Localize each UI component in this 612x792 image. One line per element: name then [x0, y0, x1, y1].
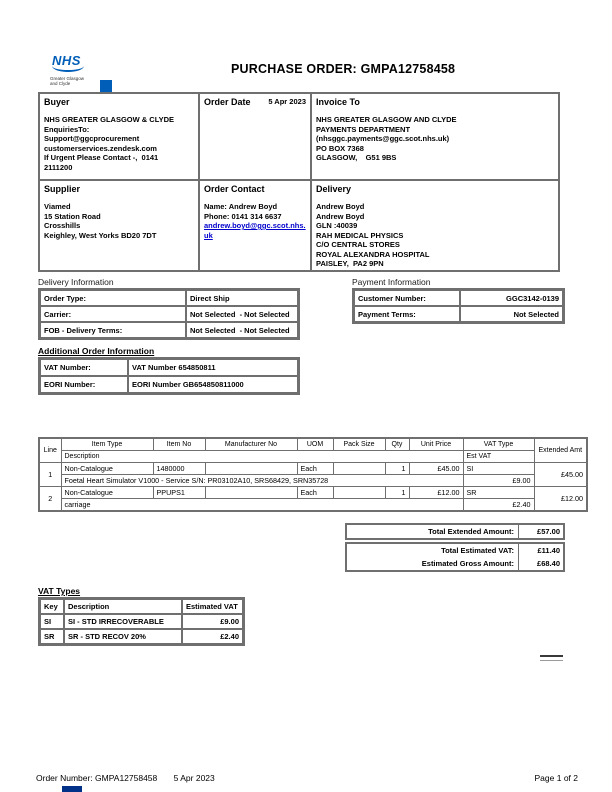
footer-order-number: Order Number: GMPA12758458 [36, 773, 158, 783]
row-label: Customer Number: [354, 290, 460, 306]
footer-blue-mark [62, 786, 82, 792]
col-header-est-vat: Est VAT [463, 450, 534, 462]
nhs-logo [48, 53, 120, 97]
address-line: Support@ggcprocurement [44, 134, 140, 143]
col-header-extended-amt: Extended Amt [534, 438, 587, 462]
scan-dash-artifact [540, 655, 563, 661]
row-label: Order Type: [40, 290, 186, 306]
nhs-org-name: Greater Glasgow and Clyde [50, 76, 85, 86]
delivery-box [311, 180, 559, 271]
address-line: PO BOX 7368 [316, 143, 364, 153]
address-line: PAISLEY, PA2 9PN [316, 259, 384, 268]
vat-types-table [38, 597, 245, 646]
item-no: PPUPS1 [153, 486, 205, 498]
item-uom: Each [297, 462, 333, 474]
total-extended-amount-box [345, 523, 565, 540]
address-line: NHS GREATER GLASGOW AND CLYDE [316, 115, 457, 124]
delivery-information-heading: Delivery Information [38, 277, 114, 287]
page-footer [36, 773, 578, 783]
item-type: Non-Catalogue [61, 486, 153, 498]
order-contact-box [199, 180, 311, 271]
item-extended-amt: £12.00 [534, 486, 587, 511]
address-line: PAYMENTS DEPARTMENT [316, 124, 411, 134]
order-contact-heading: Order Contact [204, 184, 265, 194]
col-header-qty: Qty [385, 438, 409, 450]
item-uom: Each [297, 486, 333, 498]
contact-name: Name: Andrew Boyd [204, 202, 278, 211]
col-header-manufacturer-no: Manufacturer No [205, 438, 297, 450]
delivery-information-table [38, 288, 300, 340]
vat-key: SR [40, 629, 64, 644]
address-line: RAH MEDICAL PHYSICS [316, 230, 404, 240]
additional-order-information-heading: Additional Order Information [38, 346, 155, 356]
col-header-uom: UOM [297, 438, 333, 450]
item-description-row [39, 498, 587, 511]
row-value: Direct Ship [186, 290, 298, 306]
vat-amount: £2.40 [182, 629, 243, 644]
item-pack-size [333, 462, 385, 474]
total-label: Total Estimated VAT: [347, 544, 519, 557]
total-value: £68.40 [537, 559, 560, 568]
vat-col-header-description: Description [64, 599, 182, 614]
row-value: VAT Number 654850811 [128, 359, 298, 376]
address-line: 2111200 [44, 162, 73, 172]
parties-grid [38, 92, 560, 272]
order-date-label: Order Date [204, 97, 251, 107]
nhs-logo-text: NHS [52, 53, 81, 68]
row-value: GGC3142-0139 [460, 290, 563, 306]
invoice-to-heading: Invoice To [316, 97, 360, 107]
item-description: Foetal Heart Simulator V1000 - Service S/N: PR03102A10, SRS68429, SRN35728 [61, 474, 463, 486]
col-header-description: Description [61, 450, 463, 462]
row-value: EORI Number GB654850811000 [128, 376, 298, 393]
row-label: Carrier: [40, 306, 186, 322]
address-line: C/O CENTRAL STORES [316, 240, 400, 249]
item-no: 1480000 [153, 462, 205, 474]
total-label: Estimated Gross Amount: [347, 557, 519, 570]
line-items-table [38, 437, 588, 512]
item-description: carriage [61, 498, 463, 511]
contact-phone: Phone: 0141 314 6637 [204, 211, 282, 221]
payment-information-heading: Payment Information [352, 277, 431, 287]
invoice-to-box [311, 93, 559, 180]
footer-date: 5 Apr 2023 [173, 773, 215, 783]
address-line: ROYAL ALEXANDRA HOSPITAL [316, 249, 430, 259]
row-label: VAT Number: [40, 359, 128, 376]
buyer-heading: Buyer [44, 97, 70, 107]
item-unit-price: £12.00 [409, 486, 463, 498]
order-date-box [199, 93, 311, 180]
col-header-vat-type: VAT Type [463, 438, 534, 450]
row-label: EORI Number: [40, 376, 128, 393]
contact-email-link[interactable]: andrew.boyd@ggc.scot.nhs.uk [204, 221, 306, 240]
address-line: Andrew Boyd [316, 202, 365, 211]
col-header-item-type: Item Type [61, 438, 153, 450]
total-value: £11.40 [537, 546, 560, 555]
additional-order-information-table [38, 357, 300, 395]
row-value: Not Selected [460, 306, 563, 322]
address-line: customerservices.zendesk.com [44, 143, 157, 153]
col-header-line: Line [39, 438, 61, 462]
page-title: PURCHASE ORDER: GMPA12758458 [231, 62, 456, 76]
address-line: Andrew Boyd [316, 211, 365, 221]
totals-summary-box [345, 542, 565, 572]
vat-col-header-key: Key [40, 599, 64, 614]
col-header-pack-size: Pack Size [333, 438, 385, 450]
address-line: EnquiriesTo: [44, 124, 90, 134]
item-description-row [39, 474, 587, 486]
vat-col-header-estimated-vat: Estimated VAT [182, 599, 243, 614]
item-row [39, 486, 587, 498]
col-header-unit-price: Unit Price [409, 438, 463, 450]
address-line: Crosshills [44, 221, 81, 230]
vat-types-heading: VAT Types [38, 586, 81, 596]
supplier-heading: Supplier [44, 184, 81, 194]
total-label: Total Extended Amount: [347, 525, 519, 538]
item-type: Non-Catalogue [61, 462, 153, 474]
item-est-vat: £9.00 [463, 474, 534, 486]
address-line: 15 Station Road [44, 211, 101, 221]
item-unit-price: £45.00 [409, 462, 463, 474]
item-pack-size [333, 486, 385, 498]
item-row [39, 462, 587, 474]
address-line: If Urgent Please Contact -, 0141 [44, 153, 159, 162]
item-vat-type: SR [463, 486, 534, 498]
row-value: Not Selected - Not Selected [186, 322, 298, 338]
item-qty: 1 [385, 486, 409, 498]
vat-description: SR - STD RECOV 20% [64, 629, 182, 644]
item-line: 1 [39, 462, 61, 486]
address-line: GLN :40039 [316, 221, 358, 230]
total-value: £57.00 [537, 527, 560, 536]
buyer-box [39, 93, 199, 180]
address-line: NHS GREATER GLASGOW & CLYDE [44, 115, 175, 124]
order-date-value: 5 Apr 2023 [268, 97, 306, 106]
item-est-vat: £2.40 [463, 498, 534, 511]
vat-key: SI [40, 614, 64, 629]
address-line: GLASGOW, G51 9BS [316, 153, 397, 162]
item-manufacturer-no [205, 462, 297, 474]
payment-information-table [352, 288, 565, 324]
footer-page-number: Page 1 of 2 [534, 773, 578, 783]
item-manufacturer-no [205, 486, 297, 498]
address-line: Viamed [44, 202, 71, 211]
col-header-item-no: Item No [153, 438, 205, 450]
item-qty: 1 [385, 462, 409, 474]
supplier-box [39, 180, 199, 271]
vat-description: SI - STD IRRECOVERABLE [64, 614, 182, 629]
footer-order-info [36, 773, 215, 783]
row-value: Not Selected - Not Selected [186, 306, 298, 322]
address-line: Keighley, West Yorks BD20 7DT [44, 230, 157, 240]
item-vat-type: SI [463, 462, 534, 474]
row-label: FOB - Delivery Terms: [40, 322, 186, 338]
row-label: Payment Terms: [354, 306, 460, 322]
item-line: 2 [39, 486, 61, 511]
delivery-heading: Delivery [316, 184, 352, 194]
item-extended-amt: £45.00 [534, 462, 587, 486]
vat-amount: £9.00 [182, 614, 243, 629]
address-line: (nhsggc.payments@ggc.scot.nhs.uk) [316, 134, 450, 143]
